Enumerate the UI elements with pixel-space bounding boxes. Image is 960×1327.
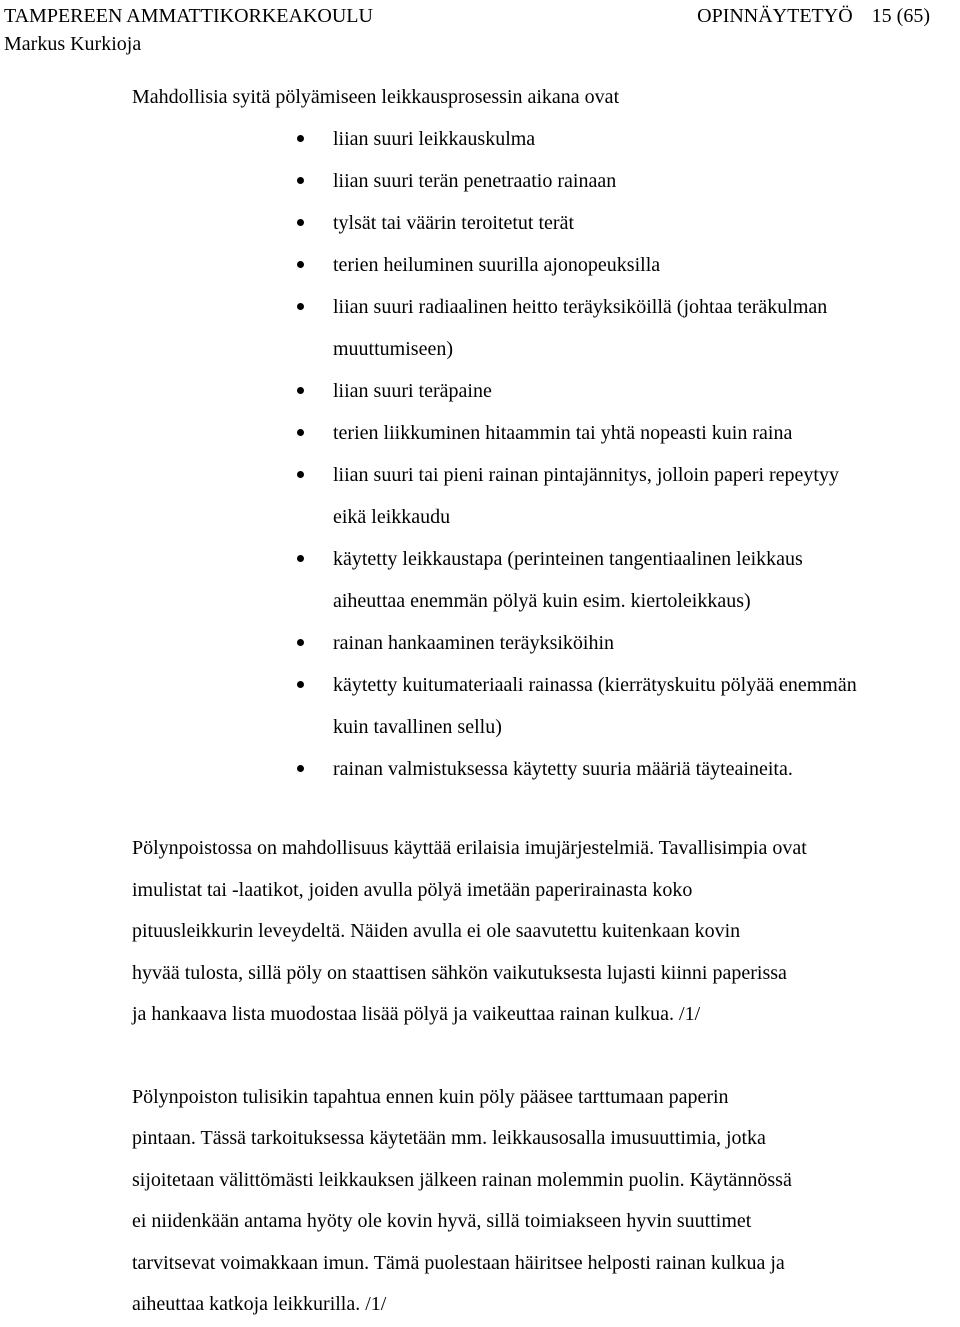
page-number: 15 (65) [871, 5, 930, 27]
bullet-point-icon [297, 429, 304, 436]
list-item [132, 118, 960, 160]
cause-list [132, 118, 960, 790]
list-item-text: tylsät tai väärin teroitetut terät [333, 212, 575, 234]
list-item [132, 244, 960, 286]
list-item-text: rainan valmistuksessa käytetty suuria määriä täyteaineita. [333, 758, 793, 780]
bullet-point-icon [297, 471, 304, 478]
page-header [4, 2, 930, 58]
paragraph-2 [132, 1077, 960, 1326]
paragraph-line: hyvää tulosta, sillä pöly on staattisen sähkön vaikutuksesta lujasti kiinni paperissa [132, 961, 787, 984]
list-item [132, 538, 960, 622]
list-item-text: eikä leikkaudu [333, 506, 451, 528]
list-item [132, 202, 960, 244]
bullet-point-icon [297, 219, 304, 226]
list-item-text: rainan hankaaminen teräyksiköihin [333, 632, 615, 654]
list-item-text: aiheuttaa enemmän pölyä kuin esim. kiertoleikkaus) [333, 590, 751, 612]
intro-text: Mahdollisia syitä pölyämiseen leikkausprosessin aikana ovat [132, 86, 620, 108]
author-name: Markus Kurkioja [4, 33, 142, 55]
paragraph-line: Pölynpoiston tulisikin tapahtua ennen kuin pöly pääsee tarttumaan paperin [132, 1085, 729, 1108]
list-item [132, 286, 960, 370]
bullet-point-icon [297, 555, 304, 562]
list-item [132, 748, 960, 790]
bullet-point-icon [297, 681, 304, 688]
paragraph-line: Pölynpoistossa on mahdollisuus käyttää erilaisia imujärjestelmiä. Tavallisimpia ovat [132, 837, 807, 859]
document-type: OPINNÄYTETYÖ [697, 5, 853, 27]
institution-name: TAMPEREEN AMMATTIKORKEAKOULU [4, 5, 373, 27]
paragraph-line: pintaan. Tässä tarkoituksessa käytetään mm. leikkausosalla imusuuttimia, jotka [132, 1127, 766, 1149]
paragraph-1 [132, 828, 960, 1036]
paragraph-line: aiheuttaa katkoja leikkurilla. /1/ [132, 1293, 387, 1315]
list-item-text: liian suuri tai pieni rainan pintajännitys, jolloin paperi repeytyy [333, 464, 839, 486]
paragraph-line: tarvitsevat voimakkaan imun. Tämä puolestaan häiritsee helposti rainan kulkua ja [132, 1251, 785, 1274]
header-right [697, 2, 930, 30]
paragraph-line: pituusleikkurin leveydeltä. Näiden avulla ei ole saavutettu kuitenkaan kovin [132, 920, 741, 942]
list-item-text: käytetty kuitumateriaali rainassa (kierrätyskuitu pölyää enemmän [333, 674, 857, 696]
bullet-point-icon [297, 765, 304, 772]
list-item-text: liian suuri teräpaine [333, 380, 492, 402]
bullet-point-icon [297, 303, 304, 310]
list-item-text: terien liikkuminen hitaammin tai yhtä nopeasti kuin raina [333, 422, 793, 444]
list-item [132, 160, 960, 202]
paragraph-line: imulistat tai -laatikot, joiden avulla pölyä imetään paperirainasta koko [132, 878, 693, 901]
list-item [132, 412, 960, 454]
document-body [132, 76, 960, 1326]
paragraph-line: ja hankaava lista muodostaa lisää pölyä ja vaikeuttaa rainan kulkua. /1/ [132, 1003, 701, 1025]
paragraph-line: ei niidenkään antama hyöty ole kovin hyvä, sillä toimiakseen hyvin suuttimet [132, 1210, 752, 1232]
list-item-text: liian suuri leikkauskulma [333, 128, 536, 150]
bullet-point-icon [297, 387, 304, 394]
list-item [132, 370, 960, 412]
bullet-point-icon [297, 639, 304, 646]
list-item-text: muuttumiseen) [333, 338, 453, 360]
header-top-row [4, 2, 930, 30]
bullet-point-icon [297, 135, 304, 142]
list-item-text: käytetty leikkaustapa (perinteinen tangentiaalinen leikkaus [333, 548, 803, 570]
list-item [132, 622, 960, 664]
body-paragraphs [132, 828, 960, 1326]
list-item-text: liian suuri terän penetraatio rainaan [333, 170, 617, 192]
list-item-text: liian suuri radiaalinen heitto teräyksiköillä (johtaa teräkulman [333, 296, 828, 318]
bullet-point-icon [297, 261, 304, 268]
list-item-text: kuin tavallinen sellu) [333, 716, 502, 738]
list-item [132, 664, 960, 748]
paragraph-line: sijoitetaan välittömästi leikkauksen jälkeen rainan molemmin puolin. Käytännössä [132, 1168, 792, 1191]
list-item-text: terien heiluminen suurilla ajonopeuksilla [333, 254, 661, 276]
bullet-point-icon [297, 177, 304, 184]
list-item [132, 454, 960, 538]
